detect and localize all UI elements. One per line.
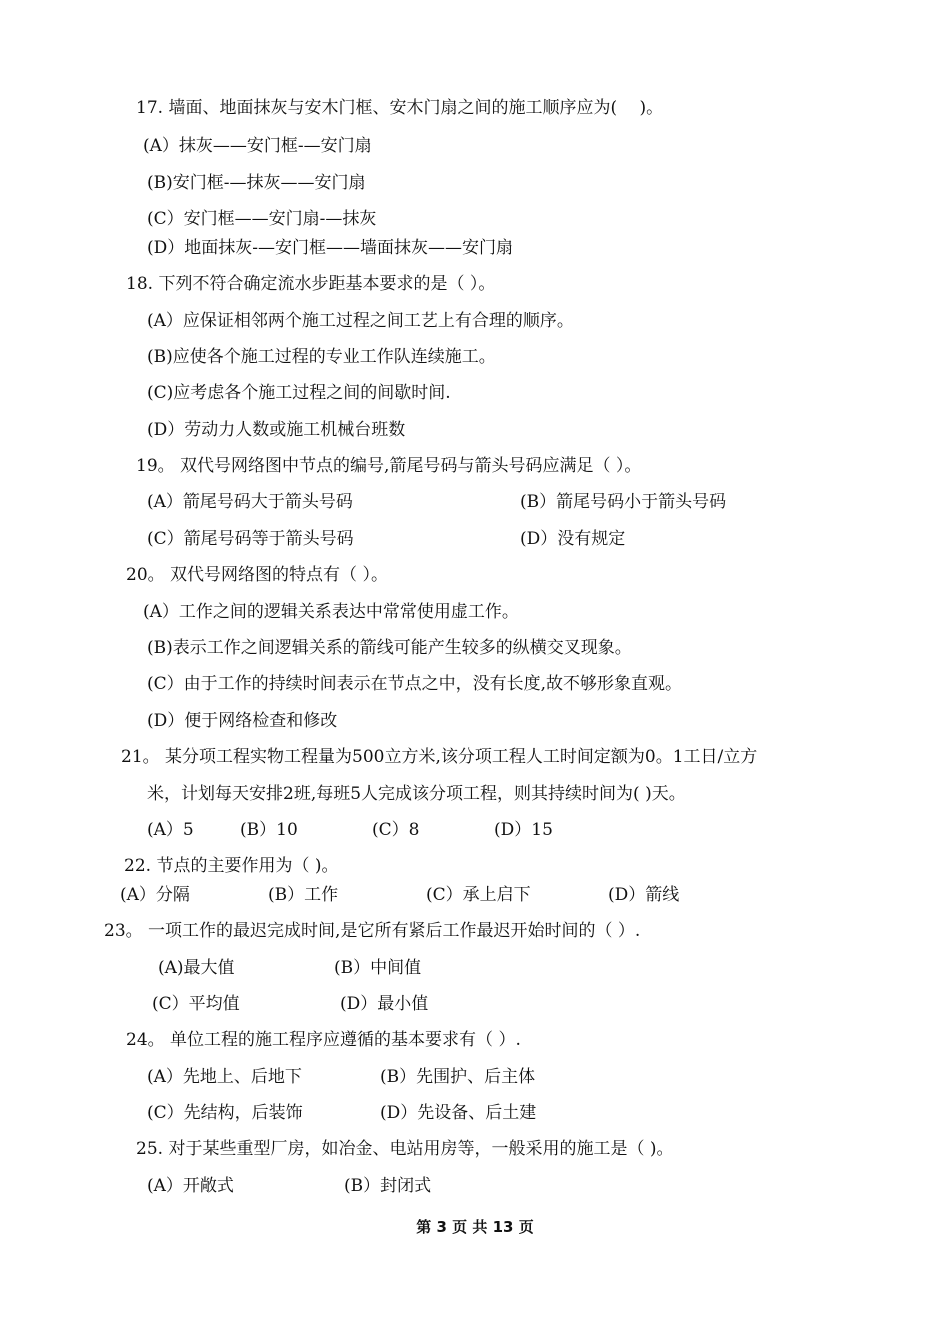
option: (B）封闭式 bbox=[344, 1176, 432, 1196]
option: (D）劳动力人数或施工机械台班数 bbox=[147, 420, 406, 440]
question-text: 节点的主要作用为（ )。 bbox=[156, 856, 339, 876]
option: (D）先设备、后土建 bbox=[380, 1103, 537, 1123]
option: (B）先围护、后主体 bbox=[380, 1067, 536, 1087]
option: (D）15 bbox=[494, 820, 553, 840]
option: (C）承上启下 bbox=[426, 885, 531, 905]
option: (A）应保证相邻两个施工过程之间工艺上有合理的顺序。 bbox=[147, 311, 574, 331]
option: (A）箭尾号码大于箭头号码 bbox=[147, 492, 353, 512]
question-number: 19。 bbox=[136, 456, 175, 476]
option: (D）便于网络检查和修改 bbox=[147, 711, 338, 731]
question-number: 24。 bbox=[126, 1030, 165, 1050]
option: (C）由于工作的持续时间表示在节点之中，没有长度,故不够形象直观。 bbox=[147, 674, 683, 694]
option: (B）10 bbox=[240, 820, 298, 840]
option: (C）8 bbox=[372, 820, 420, 840]
option: (B)表示工作之间逻辑关系的箭线可能产生较多的纵横交叉现象。 bbox=[147, 638, 632, 658]
question-number: 25. bbox=[136, 1139, 164, 1159]
option: (A）抹灰——安门框-—安门扇 bbox=[143, 136, 372, 156]
option: (D）地面抹灰-—安门框——墙面抹灰——安门扇 bbox=[147, 238, 514, 258]
question-text: 单位工程的施工程序应遵循的基本要求有（ ）. bbox=[170, 1030, 521, 1050]
question-17 bbox=[136, 97, 663, 119]
option: (B）中间值 bbox=[334, 958, 422, 978]
option: (B）工作 bbox=[268, 885, 339, 905]
option: (A）开敞式 bbox=[147, 1176, 234, 1196]
question-25 bbox=[136, 1138, 674, 1160]
option: (A）工作之间的逻辑关系表达中常常使用虚工作。 bbox=[143, 602, 519, 622]
question-number: 21。 bbox=[121, 747, 160, 767]
option: (B）箭尾号码小于箭头号码 bbox=[520, 492, 727, 512]
question-text-continued: 米，计划每天安排2班,每班5人完成该分项工程，则其持续时间为( )天。 bbox=[147, 784, 686, 804]
option: (A）先地上、后地下 bbox=[147, 1067, 302, 1087]
question-22 bbox=[124, 855, 339, 877]
option: (D）没有规定 bbox=[520, 529, 626, 549]
question-text: 对于某些重型厂房，如冶金、电站用房等，一般采用的施工是（ )。 bbox=[168, 1139, 674, 1159]
option: (A)最大值 bbox=[158, 958, 235, 978]
question-text: 墙面、地面抹灰与安木门框、安木门扇之间的施工顺序应为( )。 bbox=[168, 98, 664, 118]
option: (A）分隔 bbox=[120, 885, 190, 905]
page-footer: 第 3 页 共 13 页 bbox=[416, 1218, 534, 1236]
option: (C）平均值 bbox=[152, 994, 240, 1014]
question-number: 23。 bbox=[104, 921, 143, 941]
question-text: 某分项工程实物工程量为500立方米,该分项工程人工时间定额为0。1工日/立方 bbox=[165, 747, 758, 767]
option: (B)安门框-—抹灰——安门扇 bbox=[147, 173, 366, 193]
question-24 bbox=[126, 1029, 521, 1051]
question-23 bbox=[104, 920, 640, 942]
question-text: 下列不符合确定流水步距基本要求的是（ ）。 bbox=[158, 274, 496, 294]
question-text: 双代号网络图中节点的编号,箭尾号码与箭头号码应满足（ ）。 bbox=[180, 456, 642, 476]
question-21 bbox=[121, 746, 757, 768]
option: (C）箭尾号码等于箭头号码 bbox=[147, 529, 354, 549]
option: (A）5 bbox=[147, 820, 194, 840]
question-number: 18. bbox=[126, 274, 154, 294]
question-text: 双代号网络图的特点有（ ）。 bbox=[170, 565, 388, 585]
question-number: 22. bbox=[124, 856, 152, 876]
question-19 bbox=[136, 455, 641, 477]
question-number: 20。 bbox=[126, 565, 165, 585]
option: (B)应使各个施工过程的专业工作队连续施工。 bbox=[147, 347, 496, 367]
question-20 bbox=[126, 564, 388, 586]
question-number: 17. bbox=[136, 98, 164, 118]
option: (C)应考虑各个施工过程之间的间歇时间. bbox=[147, 383, 451, 403]
question-18 bbox=[126, 273, 495, 295]
option: (C）安门框——安门扇-—抹灰 bbox=[147, 209, 377, 229]
question-text: 一项工作的最迟完成时间,是它所有紧后工作最迟开始时间的（ ）. bbox=[148, 921, 641, 941]
option: (C）先结构，后装饰 bbox=[147, 1103, 303, 1123]
option: (D）最小值 bbox=[340, 994, 429, 1014]
option: (D）箭线 bbox=[608, 885, 680, 905]
